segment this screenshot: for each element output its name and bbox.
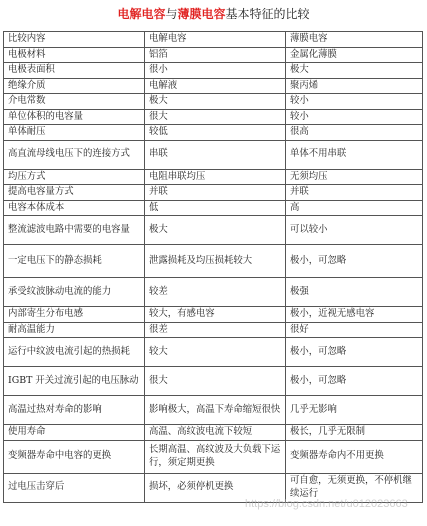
title-rest: 基本特征的比较	[225, 7, 310, 21]
electrolytic-cell: 低	[145, 200, 286, 216]
film-cell: 可以较小	[286, 216, 423, 245]
film-cell: 较小	[286, 94, 423, 110]
item-cell: 使用寿命	[4, 425, 145, 441]
item-cell: 变频器寿命中电容的更换	[4, 440, 145, 473]
item-cell: 电容本体成本	[4, 200, 145, 216]
item-cell: 电极表面积	[4, 63, 145, 79]
item-cell: 内部寄生分布电感	[4, 307, 145, 323]
table-row	[4, 63, 423, 79]
electrolytic-cell: 较差	[145, 278, 286, 307]
item-cell: 高温过热对寿命的影响	[4, 396, 145, 425]
comparison-table-body	[4, 32, 423, 503]
electrolytic-cell: 并联	[145, 185, 286, 201]
item-cell: 单体耐压	[4, 125, 145, 141]
table-row	[4, 169, 423, 185]
title-and: 与	[165, 7, 178, 21]
table-row	[4, 307, 423, 323]
item-cell: 整流滤波电路中需要的电容量	[4, 216, 145, 245]
electrolytic-cell: 很大	[145, 367, 286, 396]
title-film: 薄膜电容	[177, 7, 226, 21]
table-row	[4, 367, 423, 396]
table-row	[4, 278, 423, 307]
film-cell: 极小，可忽略	[286, 367, 423, 396]
film-cell: 极强	[286, 278, 423, 307]
item-cell: 高直流母线电压下的连接方式	[4, 140, 145, 169]
electrolytic-cell: 泄露损耗及均压损耗较大	[145, 245, 286, 278]
film-cell: 高	[286, 200, 423, 216]
table-row	[4, 78, 423, 94]
item-cell: 均压方式	[4, 169, 145, 185]
item-cell: 绝缘介质	[4, 78, 145, 94]
electrolytic-cell: 较大，有感电容	[145, 307, 286, 323]
film-cell: 并联	[286, 185, 423, 201]
electrolytic-cell: 很小	[145, 63, 286, 79]
electrolytic-cell: 串联	[145, 140, 286, 169]
item-cell: 单位体积的电容量	[4, 109, 145, 125]
table-row	[4, 440, 423, 473]
watermark: https://blog.csdn.net/u012023663	[245, 498, 408, 510]
table-row	[4, 425, 423, 441]
film-cell: 金属化薄膜	[286, 47, 423, 63]
electrolytic-cell: 铝箔	[145, 47, 286, 63]
table-header-row	[4, 32, 423, 48]
film-cell: 极大	[286, 63, 423, 79]
comparison-table	[3, 31, 423, 503]
electrolytic-cell: 极大	[145, 216, 286, 245]
item-cell: 一定电压下的静态损耗	[4, 245, 145, 278]
electrolytic-cell: 电解电容	[145, 32, 286, 48]
film-cell: 单体不用串联	[286, 140, 423, 169]
title-electrolytic: 电解电容	[117, 7, 166, 21]
electrolytic-cell: 损坏，必须停机更换	[145, 473, 286, 502]
table-row	[4, 473, 423, 502]
table-row	[4, 216, 423, 245]
table-row	[4, 338, 423, 367]
film-cell: 极小，可忽略	[286, 338, 423, 367]
film-cell: 极小，近视无感电容	[286, 307, 423, 323]
item-cell: 承受纹波脉动电流的能力	[4, 278, 145, 307]
electrolytic-cell: 极大	[145, 94, 286, 110]
film-cell: 薄膜电容	[286, 32, 423, 48]
film-cell: 较小	[286, 109, 423, 125]
table-row	[4, 140, 423, 169]
table-row	[4, 245, 423, 278]
electrolytic-cell: 较大	[145, 338, 286, 367]
page-title	[0, 6, 427, 22]
item-cell: 介电常数	[4, 94, 145, 110]
item-cell: 过电压击穿后	[4, 473, 145, 502]
film-cell: 聚丙烯	[286, 78, 423, 94]
electrolytic-cell: 影响极大，高温下寿命缩短很快	[145, 396, 286, 425]
electrolytic-cell: 电阻串联均压	[145, 169, 286, 185]
item-cell: 耐高温能力	[4, 322, 145, 338]
electrolytic-cell: 电解液	[145, 78, 286, 94]
table-row	[4, 94, 423, 110]
item-cell: IGBT 开关过流引起的电压脉动	[4, 367, 145, 396]
film-cell: 很高	[286, 125, 423, 141]
electrolytic-cell: 很差	[145, 322, 286, 338]
film-cell: 几乎无影响	[286, 396, 423, 425]
table-row	[4, 396, 423, 425]
table-row	[4, 185, 423, 201]
film-cell: 极长，几乎无限制	[286, 425, 423, 441]
table-row	[4, 322, 423, 338]
table-row	[4, 47, 423, 63]
film-cell: 可自愈，无须更换，不停机继续运行	[286, 473, 423, 502]
table-row	[4, 109, 423, 125]
table-row	[4, 200, 423, 216]
item-cell: 运行中纹波电流引起的热损耗	[4, 338, 145, 367]
item-cell: 电极材料	[4, 47, 145, 63]
item-cell: 比较内容	[4, 32, 145, 48]
film-cell: 无须均压	[286, 169, 423, 185]
electrolytic-cell: 高温、高纹波电流下较短	[145, 425, 286, 441]
table-row	[4, 125, 423, 141]
film-cell: 变频器寿命内不用更换	[286, 440, 423, 473]
electrolytic-cell: 长期高温、高纹波及大负载下运行，须定期更换	[145, 440, 286, 473]
film-cell: 很好	[286, 322, 423, 338]
film-cell: 极小，可忽略	[286, 245, 423, 278]
item-cell: 提高电容量方式	[4, 185, 145, 201]
electrolytic-cell: 较低	[145, 125, 286, 141]
electrolytic-cell: 很大	[145, 109, 286, 125]
